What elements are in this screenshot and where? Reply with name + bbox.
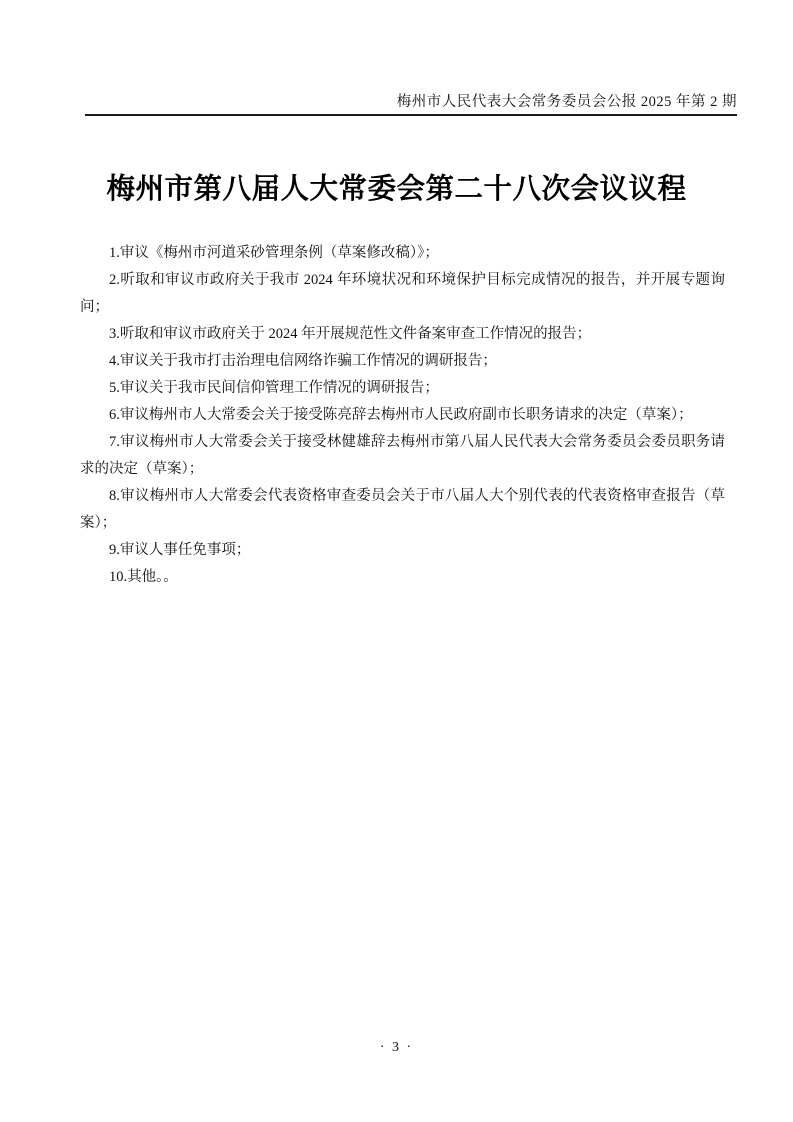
- agenda-item-3: 3.听取和审议市政府关于 2024 年开展规范性文件备案审查工作情况的报告；: [109, 326, 592, 342]
- agenda-list: [80, 240, 725, 591]
- agenda-item-9: 9.审议人事任免事项；: [109, 542, 251, 558]
- page-number: · 3 ·: [379, 1040, 414, 1055]
- agenda-item-5: 5.审议关于我市民间信仰管理工作情况的调研报告；: [109, 380, 439, 396]
- running-header-bulletin-title: 梅州市人民代表大会常务委员会公报 2025 年第 2 期: [396, 94, 737, 110]
- agenda-item-8: 8.审议梅州市人大常委会代表资格审查委员会关于市八届人大个别代表的代表资格审查报告（草案）；: [80, 488, 725, 531]
- agenda-item-6: 6.审议梅州市人大常委会关于接受陈亮辞去梅州市人民政府副市长职务请求的决定（草案）；: [109, 407, 693, 423]
- page-title: 梅州市第八届人大常委会第二十八次会议议程: [106, 174, 687, 205]
- agenda-item-1: 1.审议《梅州市河道采砂管理条例（草案修改稿）》；: [109, 245, 439, 261]
- header-rule-divider: [85, 114, 737, 116]
- agenda-item-7: 7.审议梅州市人大常委会关于接受林健雄辞去梅州市第八届人民代表大会常务委员会委员职务请求的决定（草案）；: [80, 434, 725, 477]
- agenda-item-4: 4.审议关于我市打击治理电信网络诈骗工作情况的调研报告；: [109, 353, 497, 369]
- agenda-item-10: 10.其他。。: [109, 569, 178, 585]
- agenda-item-2: 2.听取和审议市政府关于我市 2024 年环境状况和环境保护目标完成情况的报告，并开展专题询问；: [80, 272, 725, 315]
